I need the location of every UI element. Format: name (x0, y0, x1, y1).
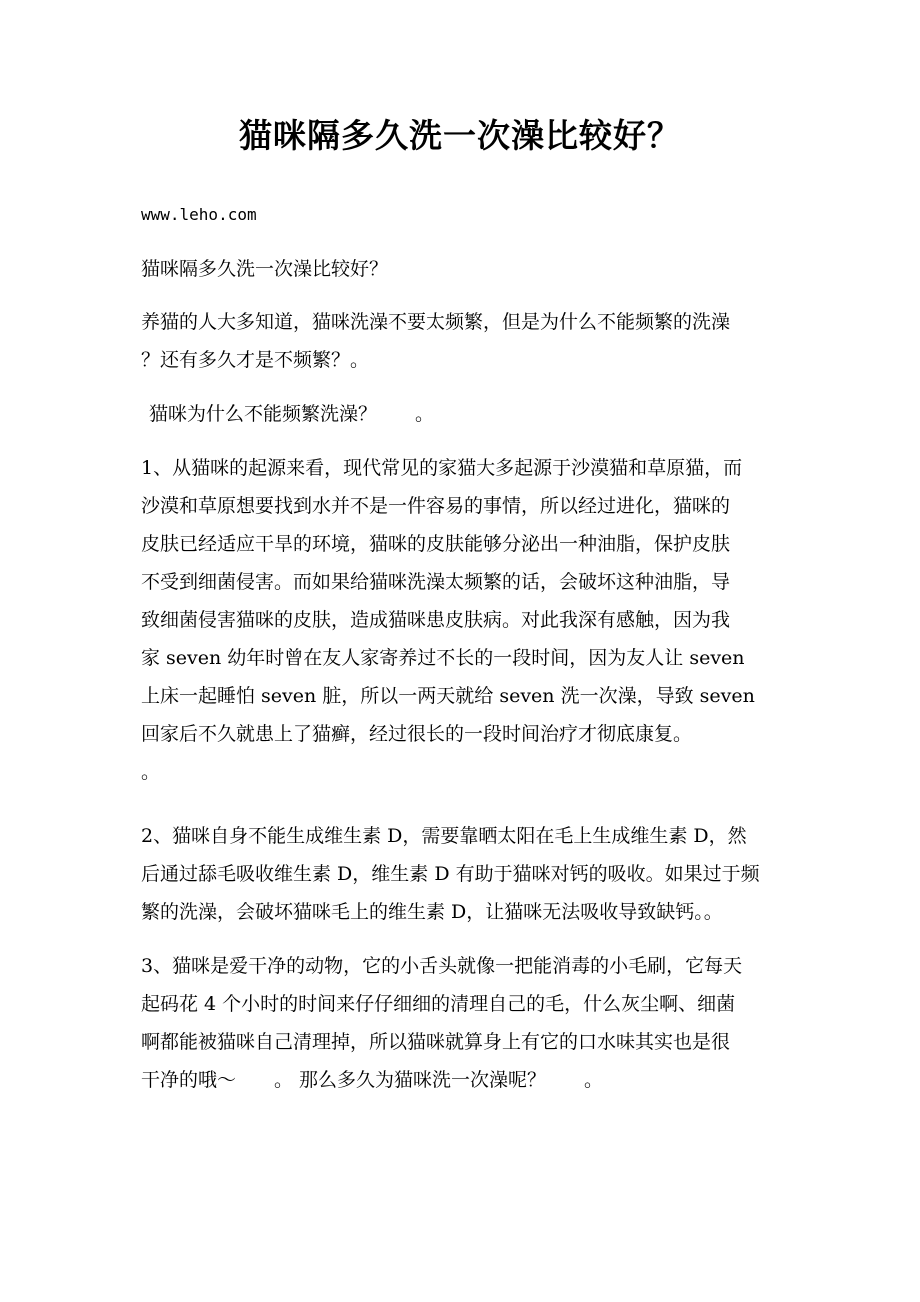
text-line: 致细菌侵害猫咪的皮肤，造成猫咪患皮肤病。对此我深有感触，因为我 (141, 609, 731, 631)
text-line: ？还有多久才是不频繁？。 (141, 349, 370, 371)
text-line: 家 seven 幼年时曾在友人家寄养过不长的一段时间，因为友人让 seven (141, 647, 745, 669)
text-line: 养猫的人大多知道，猫咪洗澡不要太频繁，但是为什么不能频繁的洗澡 (141, 311, 731, 333)
text-line: 皮肤已经适应干旱的环境，猫咪的皮肤能够分泌出一种油脂，保护皮肤 (141, 533, 731, 555)
text-line: 起码花 4 个小时的时间来仔仔细细的清理自己的毛，什么灰尘啊、细菌 (141, 993, 736, 1015)
question-paragraph: 猫咪为什么不能频繁洗澡？ 。 (149, 403, 435, 425)
text-line: 3、猫咪是爱干净的动物，它的小舌头就像一把能消毒的小毛刷，它每天 (141, 955, 743, 977)
text-line: 繁的洗澡，会破坏猫咪毛上的维生素 D，让猫咪无法吸收导致缺钙。。 (141, 901, 723, 923)
text-line: 。 (141, 761, 161, 783)
source-url: www.leho.com (141, 205, 257, 224)
text-line: 2、猫咪自身不能生成维生素 D，需要靠晒太阳在毛上生成维生素 D，然 (141, 825, 747, 847)
text-line: 后通过舔毛吸收维生素 D，维生素 D 有助于猫咪对钙的吸收。如果过于频 (141, 863, 760, 885)
document-title: 猫咪隔多久洗一次澡比较好？ (239, 116, 681, 155)
text-line: 回家后不久就患上了猫癣，经过很长的一段时间治疗才彻底康复。 (141, 723, 693, 745)
text-line: 1、从猫咪的起源来看，现代常见的家猫大多起源于沙漠猫和草原猫，而 (141, 457, 743, 479)
reason-1-paragraph (141, 449, 781, 791)
reason-2-paragraph (141, 817, 781, 931)
intro-paragraph (141, 303, 781, 379)
subtitle-paragraph: 猫咪隔多久洗一次澡比较好？ (141, 258, 389, 280)
reason-3-paragraph (141, 947, 781, 1099)
text-line: 不受到细菌侵害。而如果给猫咪洗澡太频繁的话，会破坏这种油脂，导 (141, 571, 731, 593)
text-line: 啊都能被猫咪自己清理掉，所以猫咪就算身上有它的口水味其实也是很 (141, 1031, 731, 1053)
text-line: 干净的哦～ 。 那么多久为猫咪洗一次澡呢？ 。 (141, 1069, 604, 1091)
text-line: 上床一起睡怕 seven 脏，所以一两天就给 seven 洗一次澡，导致 seven (141, 685, 755, 707)
text-line: 沙漠和草原想要找到水并不是一件容易的事情，所以经过进化，猫咪的 (141, 495, 731, 517)
